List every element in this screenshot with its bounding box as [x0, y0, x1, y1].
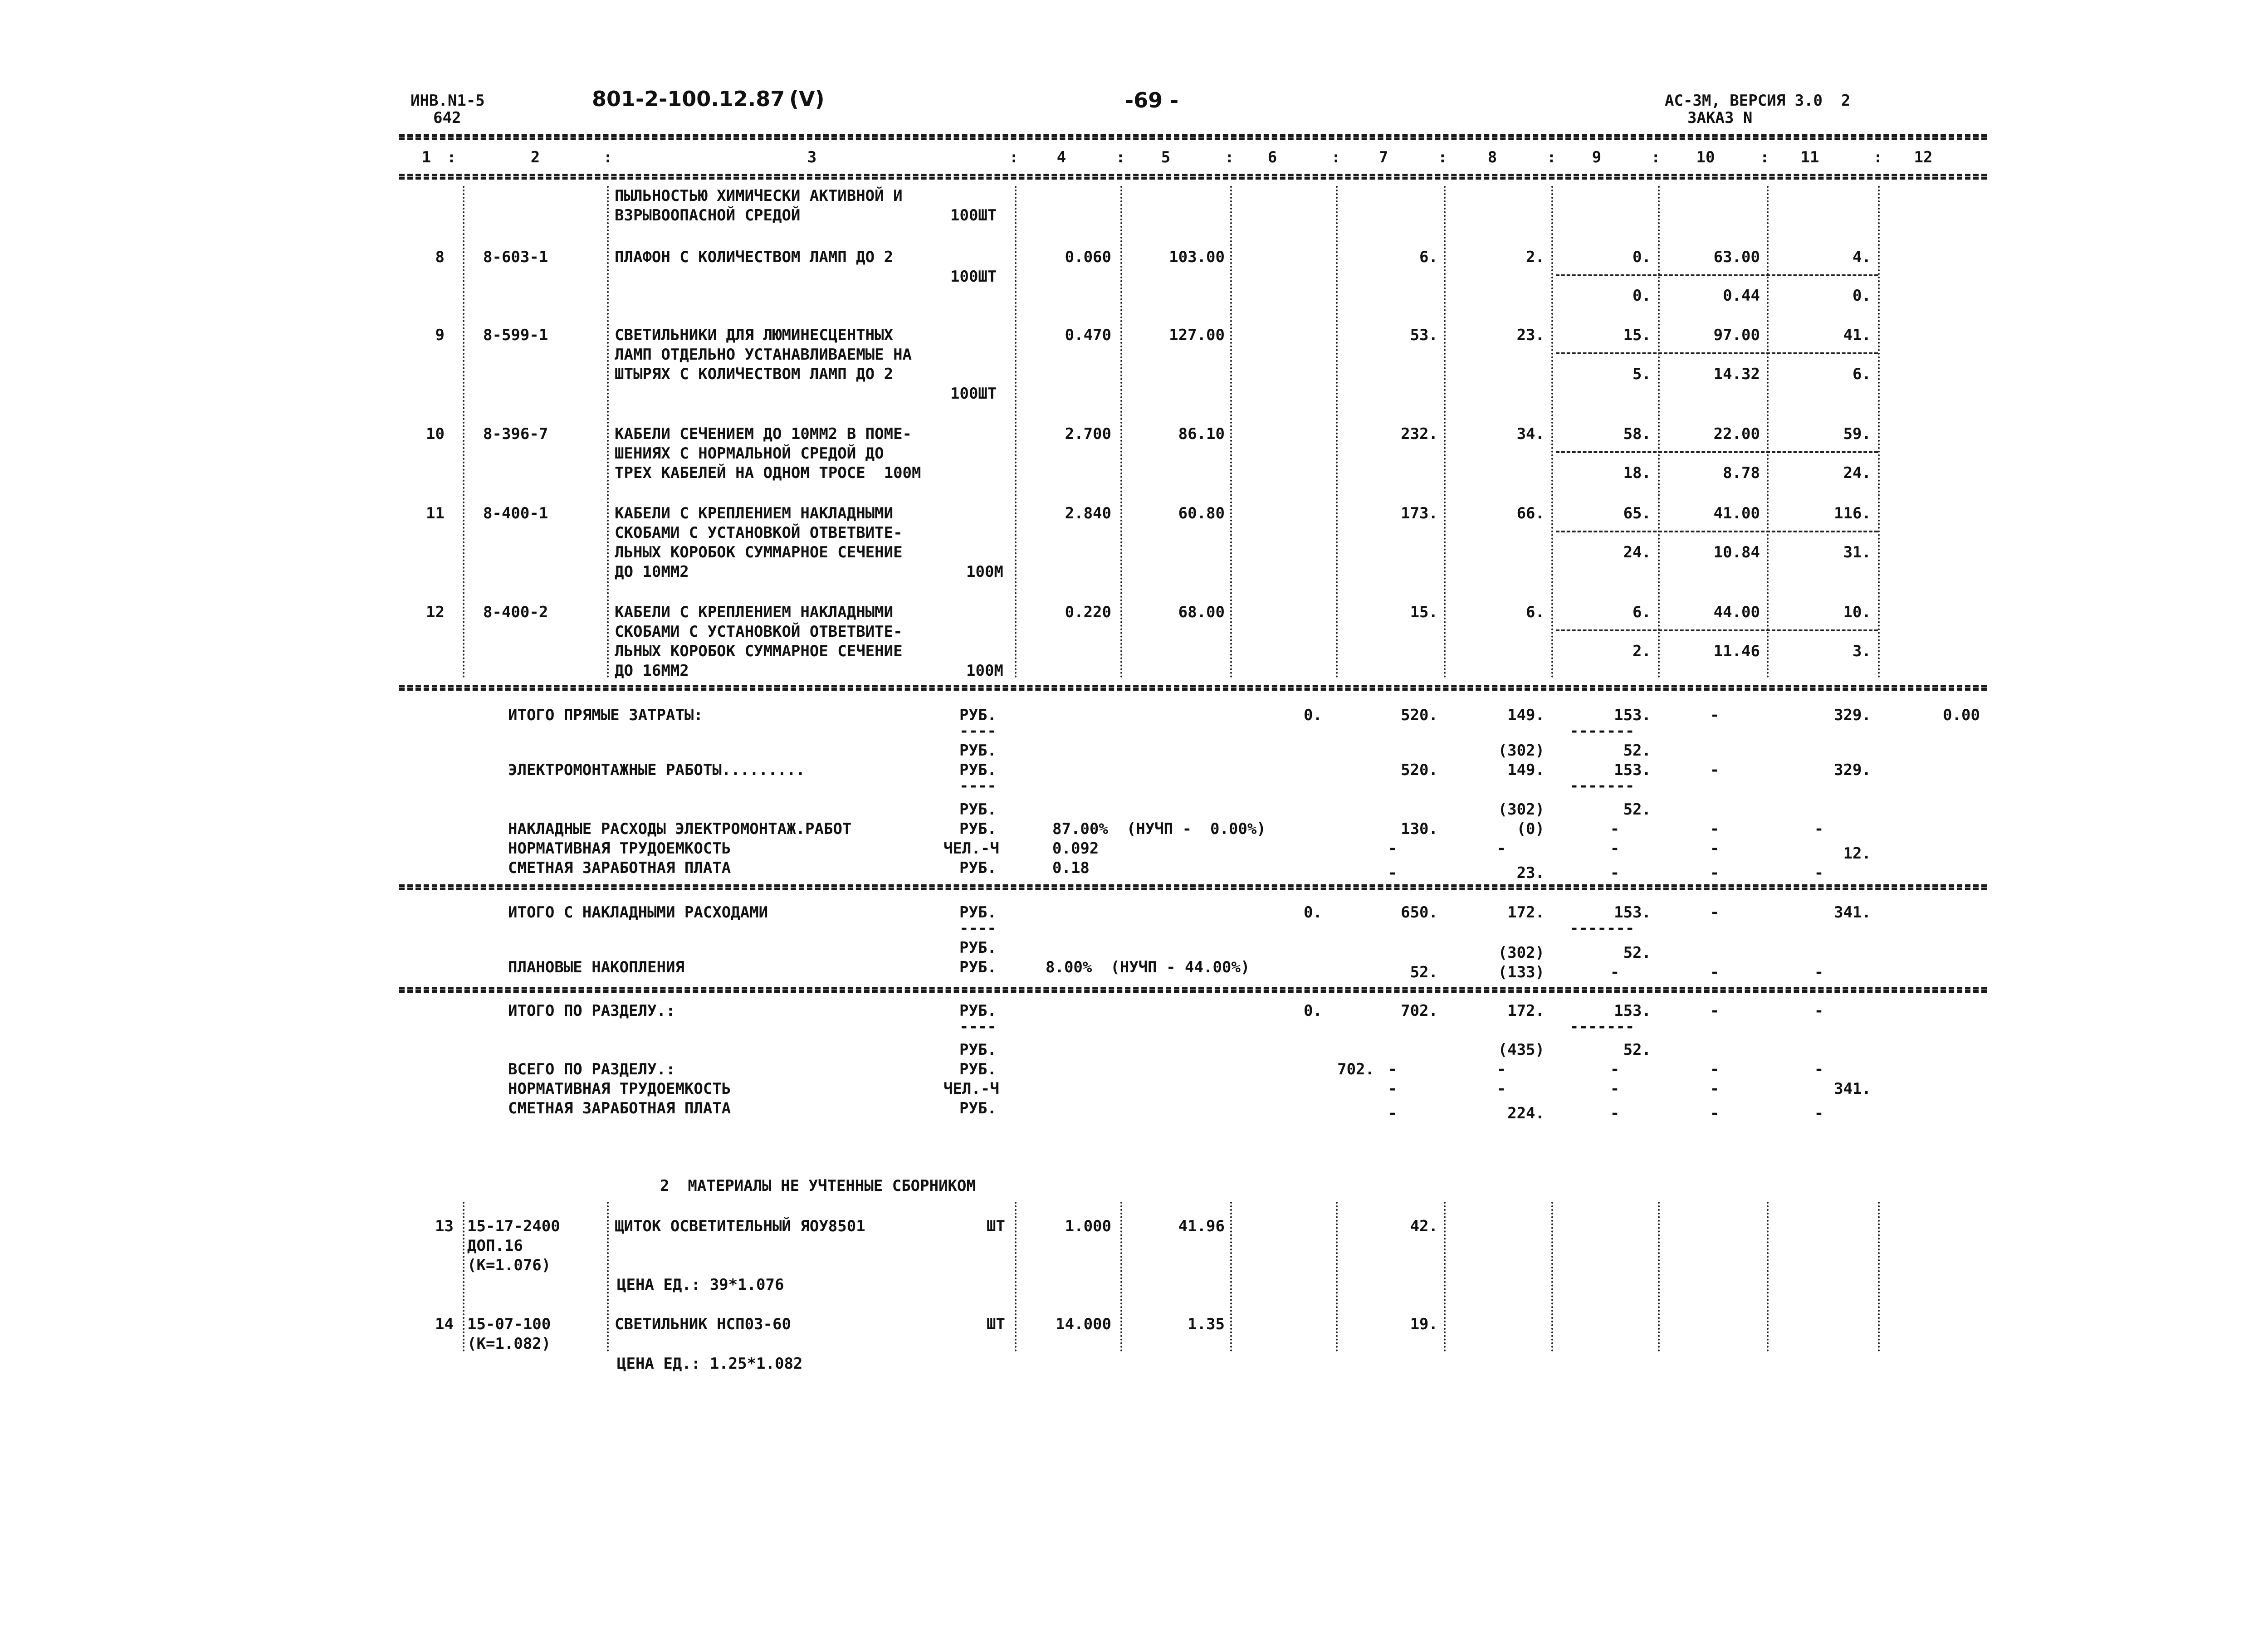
- col-line: [1120, 186, 1122, 678]
- page-number: -69 -: [1125, 88, 1179, 112]
- row-c10b: 10.84: [1713, 543, 1760, 561]
- row-wage: 2.: [1526, 248, 1545, 266]
- row-number: 11: [426, 504, 445, 522]
- col-header: 2: [530, 148, 540, 166]
- labor-label: НОРМАТИВНАЯ ТРУДОЕМКОСТЬ: [508, 1080, 731, 1098]
- row-code: 8-599-1: [483, 326, 548, 344]
- electrical-works-label: ЭЛЕКТРОМОНТАЖНЫЕ РАБОТЫ.........: [508, 761, 806, 779]
- labor-label: НОРМАТИВНАЯ ТРУДОЕМКОСТЬ: [508, 839, 731, 858]
- row-total: 42.: [1410, 1217, 1438, 1235]
- row-unit-price: 41.96: [1178, 1217, 1225, 1235]
- total-c8: -: [1496, 839, 1506, 858]
- section-total-label: ИТОГО ПО РАЗДЕЛУ.:: [508, 1002, 675, 1020]
- total-c11: 341.: [1834, 1080, 1871, 1098]
- row-code: 8-400-2: [483, 603, 548, 621]
- row-qty: 0.060: [1065, 248, 1111, 266]
- total-c7: -: [1388, 1060, 1398, 1078]
- row-desc-line: СКОБАМИ С УСТАНОВКОЙ ОТВЕТВИТЕ-: [615, 524, 903, 542]
- row-machines-wage: 0.: [1633, 287, 1651, 305]
- row-desc-line: СВЕТИЛЬНИКИ ДЛЯ ЛЮМИНЕСЦЕНТНЫХ: [615, 326, 894, 344]
- col-header: 5: [1161, 148, 1171, 166]
- divider: [399, 685, 1987, 688]
- col-line: [1120, 1202, 1122, 1351]
- total-c9b: 52.: [1623, 741, 1651, 760]
- row-qty: 0.220: [1065, 603, 1111, 621]
- unit-price-note: ЦЕНА ЕД.: 39*1.076: [617, 1276, 784, 1294]
- col-line: [1015, 1202, 1017, 1351]
- row-c10: 97.00: [1713, 326, 1760, 344]
- total-c11: 341.: [1834, 903, 1871, 922]
- row-desc-line: ТРЕХ КАБЕЛЕЙ НА ОДНОМ ТРОСЕ 100М: [615, 464, 921, 482]
- dash: -------: [1569, 777, 1635, 795]
- divider: [1556, 352, 1878, 354]
- row-number: 13: [435, 1217, 454, 1235]
- total-c8: 149.: [1507, 761, 1545, 779]
- total-c9: -: [1610, 839, 1620, 858]
- divider: [1556, 629, 1878, 631]
- document-code: 801-2-100.12.87: [592, 87, 785, 111]
- row-total: 232.: [1401, 425, 1438, 443]
- inventory-number: ИНВ.N1-5: [411, 92, 485, 110]
- total-c10: -: [1710, 903, 1720, 922]
- col-line: [1015, 186, 1017, 678]
- row-number: 9: [435, 326, 445, 344]
- col-separator: :: [1760, 148, 1769, 166]
- row-unit-price: 60.80: [1178, 504, 1225, 522]
- currency-label: РУБ.: [959, 800, 997, 819]
- total-c7: 130.: [1401, 820, 1438, 838]
- row-c11: 59.: [1843, 425, 1871, 443]
- total-c8b: (302): [1498, 800, 1545, 819]
- currency-label: РУБ.: [959, 903, 997, 922]
- row-desc-line: ЛАМП ОТДЕЛЬНО УСТАНАВЛИВАЕМЫЕ НА: [615, 346, 912, 364]
- total-c7: -: [1388, 1080, 1398, 1098]
- row-desc-line: ПЛАФОН С КОЛИЧЕСТВОМ ЛАМП ДО 2: [615, 248, 894, 266]
- divider: [399, 990, 1987, 993]
- row-code: 8-400-1: [483, 504, 548, 522]
- total-c9: 153.: [1614, 1002, 1651, 1020]
- row-desc-unit: 100М: [966, 662, 1003, 680]
- document-part: (V): [789, 87, 825, 111]
- total-c9: 153.: [1614, 903, 1651, 922]
- total-c8b: (302): [1498, 741, 1545, 760]
- row-desc-line: СВЕТИЛЬНИК НСП03-60: [615, 1315, 791, 1333]
- divider: [399, 888, 1987, 890]
- col-separator: :: [1438, 148, 1447, 166]
- row-unit: ШТ: [987, 1315, 1005, 1333]
- dash: -------: [1569, 722, 1635, 740]
- row-unit-price: 127.00: [1169, 326, 1225, 344]
- row-c11: 4.: [1853, 248, 1871, 266]
- total-c8: 23.: [1516, 864, 1545, 882]
- total-c11: 329.: [1834, 706, 1871, 724]
- row-wage: 34.: [1516, 425, 1545, 443]
- row-c10b: 11.46: [1713, 642, 1760, 660]
- total-c7: 520.: [1401, 706, 1438, 724]
- col-line: [607, 1202, 609, 1351]
- divider: [1556, 451, 1878, 453]
- row-code: 8-603-1: [483, 248, 548, 266]
- row-c11b: 3.: [1853, 642, 1871, 660]
- currency-label: РУБ.: [959, 1041, 997, 1059]
- row-unit-price: 1.35: [1188, 1315, 1225, 1333]
- total-c8b: (302): [1498, 944, 1545, 962]
- col-line: [1336, 186, 1338, 678]
- row-machines: 58.: [1623, 425, 1651, 443]
- col-separator: :: [1116, 148, 1125, 166]
- row-machines-wage: 5.: [1633, 365, 1651, 383]
- total-c8: 172.: [1507, 903, 1545, 922]
- divider: [1556, 274, 1878, 276]
- col-separator: :: [1651, 148, 1661, 166]
- wage-label: СМЕТНАЯ ЗАРАБОТНАЯ ПЛАТА: [508, 1099, 731, 1117]
- row-desc-line: КАБЕЛИ С КРЕПЛЕНИЕМ НАКЛАДНЫМИ: [615, 603, 894, 621]
- currency-label: РУБ.: [959, 1099, 997, 1117]
- row-qty: 2.700: [1065, 425, 1111, 443]
- col-separator: :: [1331, 148, 1341, 166]
- row-desc-line: ЛЬНЫХ КОРОБОК СУММАРНОЕ СЕЧЕНИЕ: [615, 543, 903, 561]
- total-c8: (133): [1498, 963, 1545, 981]
- row-wage: 66.: [1516, 504, 1545, 522]
- row-machines: 15.: [1623, 326, 1651, 344]
- divider: [399, 884, 1987, 887]
- col-line: [1767, 186, 1769, 678]
- labor-unit: ЧЕЛ.-Ч: [943, 1080, 999, 1098]
- total-c6: 0.: [1304, 706, 1322, 724]
- divider: [399, 134, 1987, 137]
- labor-value: 0.092: [1052, 839, 1099, 858]
- col-header: 12: [1914, 148, 1933, 166]
- total-c8: -: [1496, 1060, 1506, 1078]
- version-label: АС-3М, ВЕРСИЯ 3.0 2: [1665, 92, 1851, 110]
- wage-label: СМЕТНАЯ ЗАРАБОТНАЯ ПЛАТА: [508, 859, 731, 877]
- row-c10: 41.00: [1713, 504, 1760, 522]
- total-c11: -: [1814, 820, 1824, 838]
- row-c11: 116.: [1834, 504, 1871, 522]
- col-line: [1658, 186, 1660, 678]
- row-qty: 14.000: [1056, 1315, 1111, 1333]
- row-unit-price: 103.00: [1169, 248, 1225, 266]
- row-wage: 23.: [1516, 326, 1545, 344]
- row-c10b: 14.32: [1713, 365, 1760, 383]
- row-machines: 65.: [1623, 504, 1651, 522]
- total-c7: 520.: [1401, 761, 1438, 779]
- dash: ----: [959, 722, 997, 740]
- currency-label: РУБ.: [959, 1002, 997, 1020]
- col-header: 6: [1267, 148, 1277, 166]
- total-c10: -: [1710, 820, 1720, 838]
- col-line: [1878, 1202, 1880, 1351]
- total-c7: 650.: [1401, 903, 1438, 922]
- total-c10: -: [1710, 1002, 1720, 1020]
- row-c11b: 31.: [1843, 543, 1871, 561]
- total-c11: -: [1814, 864, 1824, 882]
- planned-label: ПЛАНОВЫЕ НАКОПЛЕНИЯ: [508, 958, 684, 976]
- total-c7: -: [1388, 839, 1398, 858]
- overhead-percent: 87.00% (НУЧП - 0.00%): [1052, 820, 1266, 838]
- col-line: [463, 186, 464, 678]
- total-c10: -: [1710, 1060, 1720, 1078]
- row-desc-line: ШЕНИЯХ С НОРМАЛЬНОЙ СРЕДОЙ ДО: [615, 444, 884, 463]
- col-line: [1336, 1202, 1338, 1351]
- planned-percent: 8.00% (НУЧП - 44.00%): [1046, 958, 1250, 976]
- col-line: [1551, 186, 1553, 678]
- col-separator: :: [1873, 148, 1883, 166]
- row-c11b: 0.: [1853, 287, 1871, 305]
- row-unit-price: 68.00: [1178, 603, 1225, 621]
- total-c6: 0.: [1304, 903, 1322, 922]
- col-header: 1: [421, 148, 431, 166]
- total-c9: -: [1610, 1104, 1620, 1122]
- row-c11b: 6.: [1853, 365, 1871, 383]
- total-c8: -: [1496, 1080, 1506, 1098]
- row-desc-line: ЛЬНЫХ КОРОБОК СУММАРНОЕ СЕЧЕНИЕ: [615, 642, 903, 660]
- total-c9: -: [1610, 820, 1620, 838]
- dash: -------: [1569, 919, 1635, 937]
- divider: [399, 688, 1987, 691]
- row-code-line: (K=1.082): [467, 1335, 551, 1353]
- dash: ----: [959, 1018, 997, 1036]
- materials-title: 2 МАТЕРИАЛЫ НЕ УЧТЕННЫЕ СБОРНИКОМ: [660, 1177, 976, 1195]
- col-header: 9: [1592, 148, 1602, 166]
- row-c10b: 8.78: [1723, 464, 1760, 482]
- dash: ----: [959, 919, 997, 937]
- divider: [399, 987, 1987, 990]
- row-code: 8-396-7: [483, 425, 548, 443]
- row-qty: 1.000: [1065, 1217, 1111, 1235]
- col-separator: :: [603, 148, 613, 166]
- total-c10: -: [1710, 1104, 1720, 1122]
- row-unit-price: 86.10: [1178, 425, 1225, 443]
- total-c8: 172.: [1507, 1002, 1545, 1020]
- total-c9: -: [1610, 963, 1620, 981]
- divider: [399, 137, 1987, 140]
- grand-total-label: ВСЕГО ПО РАЗДЕЛУ.:: [508, 1060, 675, 1078]
- total-c10: -: [1710, 706, 1720, 724]
- currency-label: РУБ.: [959, 741, 997, 760]
- row-machines-wage: 24.: [1623, 543, 1651, 561]
- col-line: [607, 186, 609, 678]
- row-code-line: ДОП.16: [467, 1237, 523, 1255]
- row-c11b: 24.: [1843, 464, 1871, 482]
- col-header: 3: [807, 148, 817, 166]
- dash: ----: [959, 777, 997, 795]
- row-desc-unit: 100ШТ: [950, 385, 997, 403]
- row-qty: 2.840: [1065, 504, 1111, 522]
- col-line: [1767, 1202, 1769, 1351]
- col-header: 10: [1696, 148, 1715, 166]
- dash: -------: [1569, 1018, 1635, 1036]
- total-c11: 12.: [1843, 844, 1871, 863]
- total-c9b: 52.: [1623, 1041, 1651, 1059]
- total-c11: 329.: [1834, 761, 1871, 779]
- total-c11: -: [1814, 1060, 1824, 1078]
- col-separator: :: [1225, 148, 1234, 166]
- currency-label: РУБ.: [959, 706, 997, 724]
- total-c10: -: [1710, 963, 1720, 981]
- col-line: [1230, 1202, 1232, 1351]
- row-desc-unit: 100ШТ: [950, 268, 997, 286]
- row-c10: 44.00: [1713, 603, 1760, 621]
- total-c10: -: [1710, 761, 1720, 779]
- total-c7: -: [1388, 1104, 1398, 1122]
- total-c7: 52.: [1410, 963, 1438, 981]
- total-c11: -: [1814, 963, 1824, 981]
- currency-label: РУБ.: [959, 1060, 997, 1078]
- row-desc-line: ДО 10ММ2: [615, 563, 689, 581]
- row-desc-line: КАБЕЛИ СЕЧЕНИЕМ ДО 10ММ2 В ПОМЕ-: [615, 425, 912, 443]
- col-separator: :: [1009, 148, 1019, 166]
- direct-costs-label: ИТОГО ПРЯМЫЕ ЗАТРАТЫ:: [508, 706, 703, 724]
- row-desc-line: КАБЕЛИ С КРЕПЛЕНИЕМ НАКЛАДНЫМИ: [615, 504, 894, 522]
- row-c11: 41.: [1843, 326, 1871, 344]
- col-line: [1444, 1202, 1446, 1351]
- continued-desc-line: ВЗРЫВООПАСНОЙ СРЕДОЙ: [615, 206, 801, 224]
- total-c8: 224.: [1507, 1104, 1545, 1122]
- row-desc-line: ЩИТОК ОСВЕТИТЕЛЬНЫЙ ЯОУ8501: [615, 1217, 865, 1235]
- currency-label: РУБ.: [959, 859, 997, 877]
- row-code: 15-17-2400: [467, 1217, 560, 1235]
- row-unit: ШТ: [987, 1217, 1005, 1235]
- row-number: 8: [435, 248, 445, 266]
- row-c10: 22.00: [1713, 425, 1760, 443]
- row-c10: 63.00: [1713, 248, 1760, 266]
- row-c11: 10.: [1843, 603, 1871, 621]
- currency-label: РУБ.: [959, 958, 997, 976]
- col-header: 8: [1487, 148, 1497, 166]
- currency-label: РУБ.: [959, 939, 997, 957]
- total-c7: 702.: [1401, 1002, 1438, 1020]
- row-machines: 0.: [1633, 248, 1651, 266]
- grand-total-value: 702.: [1337, 1060, 1374, 1078]
- total-c9: 153.: [1614, 761, 1651, 779]
- total-c8b: (435): [1498, 1041, 1545, 1059]
- col-header: 4: [1056, 148, 1066, 166]
- order-label: ЗАКАЗ N: [1687, 109, 1753, 127]
- col-line: [1878, 186, 1880, 678]
- row-total: 19.: [1410, 1315, 1438, 1333]
- divider: [399, 177, 1987, 180]
- total-c10: -: [1710, 839, 1720, 858]
- total-c10: -: [1710, 864, 1720, 882]
- inventory-sub: 642: [433, 109, 461, 127]
- row-machines-wage: 2.: [1633, 642, 1651, 660]
- col-line: [1230, 186, 1232, 678]
- row-desc-unit: 100М: [966, 563, 1003, 581]
- total-c6: 0.: [1304, 1002, 1322, 1020]
- row-number: 12: [426, 603, 445, 621]
- total-c9: -: [1610, 1080, 1620, 1098]
- col-separator: :: [1547, 148, 1556, 166]
- row-desc-line: СКОБАМИ С УСТАНОВКОЙ ОТВЕТВИТЕ-: [615, 623, 903, 641]
- row-code: 15-07-100: [467, 1315, 551, 1333]
- col-header: 11: [1800, 148, 1819, 166]
- col-line: [1658, 1202, 1660, 1351]
- unit-price-note: ЦЕНА ЕД.: 1.25*1.082: [617, 1355, 803, 1373]
- overhead-label: НАКЛАДНЫЕ РАСХОДЫ ЭЛЕКТРОМОНТАЖ.РАБОТ: [508, 820, 852, 838]
- row-total: 173.: [1401, 504, 1438, 522]
- row-total: 15.: [1410, 603, 1438, 621]
- currency-label: РУБ.: [959, 761, 997, 779]
- row-total: 6.: [1419, 248, 1438, 266]
- with-overhead-label: ИТОГО С НАКЛАДНЫМИ РАСХОДАМИ: [508, 903, 768, 922]
- total-c9b: 52.: [1623, 944, 1651, 962]
- row-c10b: 0.44: [1723, 287, 1760, 305]
- row-machines: 6.: [1633, 603, 1651, 621]
- total-c9: -: [1610, 864, 1620, 882]
- currency-label: РУБ.: [959, 820, 997, 838]
- row-desc-line: ДО 16ММ2: [615, 662, 689, 680]
- row-desc-line: ШТЫРЯХ С КОЛИЧЕСТВОМ ЛАМП ДО 2: [615, 365, 894, 383]
- col-line: [1444, 186, 1446, 678]
- continued-desc-unit: 100ШТ: [950, 206, 997, 224]
- total-c11: -: [1814, 1002, 1824, 1020]
- total-c8: (0): [1516, 820, 1545, 838]
- row-wage: 6.: [1526, 603, 1545, 621]
- total-c8: 149.: [1507, 706, 1545, 724]
- wage-value: 0.18: [1052, 859, 1090, 877]
- total-c7: -: [1388, 864, 1398, 882]
- col-line: [463, 1202, 464, 1351]
- total-c9b: 52.: [1623, 800, 1651, 819]
- row-number: 10: [426, 425, 445, 443]
- total-c10: -: [1710, 1080, 1720, 1098]
- continued-desc-line: ПЫЛЬНОСТЬЮ ХИМИЧЕСКИ АКТИВНОЙ И: [615, 187, 903, 205]
- total-c12: 0.00: [1943, 706, 1980, 724]
- divider: [1556, 531, 1878, 532]
- row-qty: 0.470: [1065, 326, 1111, 344]
- divider: [399, 174, 1987, 176]
- total-c11: -: [1814, 1104, 1824, 1122]
- total-c9: 153.: [1614, 706, 1651, 724]
- col-header: 7: [1378, 148, 1388, 166]
- row-machines-wage: 18.: [1623, 464, 1651, 482]
- row-total: 53.: [1410, 326, 1438, 344]
- labor-unit: ЧЕЛ.-Ч: [943, 839, 999, 858]
- row-number: 14: [435, 1315, 454, 1333]
- row-code-line: (K=1.076): [467, 1256, 551, 1274]
- total-c9: -: [1610, 1060, 1620, 1078]
- col-line: [1551, 1202, 1553, 1351]
- col-separator: :: [447, 148, 456, 166]
